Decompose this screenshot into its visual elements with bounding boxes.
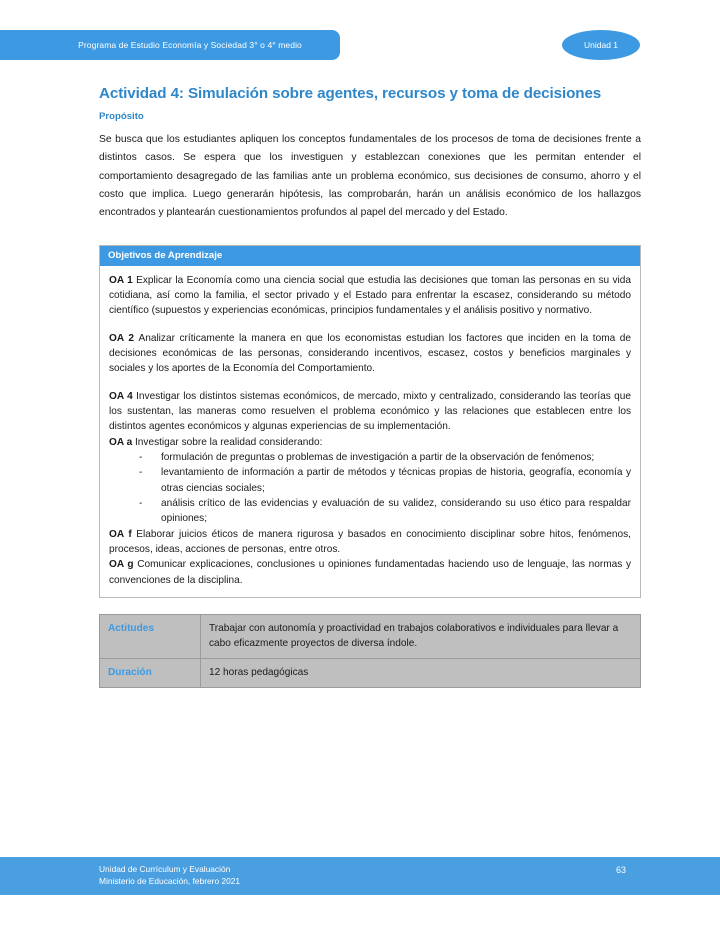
list-item-text: formulación de preguntas o problemas de investigación a partir de la observación de fenómenos; xyxy=(161,451,595,463)
proposito-heading: Propósito xyxy=(99,111,144,122)
program-band xyxy=(0,30,340,60)
oa-item xyxy=(109,273,631,319)
table-row xyxy=(100,659,641,688)
dash-bullet-icon: - xyxy=(139,497,143,509)
list-item-text: levantamiento de información a partir de métodos y técnicas propias de historia, geografía, economía y otras ciencias sociales; xyxy=(161,467,631,494)
page-footer xyxy=(0,857,720,895)
oa-code: OA 4 xyxy=(109,390,137,402)
learning-objectives-body xyxy=(100,266,640,597)
oa-a-bullet-list xyxy=(109,450,631,527)
oa-item-f xyxy=(109,527,631,558)
page-header xyxy=(0,30,720,60)
list-item-text: análisis crítico de las evidencias y evaluación de su validez, considerando su uso ético para respaldar opiniones; xyxy=(161,497,631,525)
oa-code: OA g xyxy=(109,559,138,571)
oa-text: Investigar los distintos sistemas económicos, de mercado, mixto y centralizado, considerando las teorías que los sustentan, las maneras como resuelven el problema económico y las relaciones que establecen entre los distintos agentes económicos y algunas experiencias de su implementación. xyxy=(109,390,631,433)
learning-objectives-box xyxy=(99,245,641,598)
metadata-table xyxy=(99,614,641,688)
oa-text: Analizar críticamente la manera en que los economistas estudian los factores que inciden en la toma de decisiones económicas de las personas, considerando incentivos, escasez, costos y beneficios marginales y sociales y los aportes de la Economía del Comportamiento. xyxy=(109,332,631,375)
oa-code: OA f xyxy=(109,528,137,540)
table-cell-value: Trabajar con autonomía y proactividad en trabajos colaborativos e individuales para llevar a cabo eficazmente proyectos de diversa índole. xyxy=(201,614,641,658)
table-cell-label: Duración xyxy=(100,659,201,688)
table-cell-label: Actitudes xyxy=(100,614,201,658)
list-item xyxy=(109,496,631,527)
page-content xyxy=(99,84,641,688)
unit-badge-label: Unidad 1 xyxy=(583,40,619,50)
footer-line-2: Ministerio de Educación, febrero 2021 xyxy=(99,875,241,886)
list-item xyxy=(109,465,631,496)
oa-item xyxy=(109,389,631,435)
program-band-label: Programa de Estudio Economía y Sociedad 3° o 4° medio xyxy=(78,40,302,50)
activity-title: Actividad 4: Simulación sobre agentes, recursos y toma de decisiones xyxy=(99,85,602,102)
page-number: 63 xyxy=(615,865,626,875)
oa-item-a xyxy=(109,435,631,450)
list-item xyxy=(109,450,631,465)
dash-bullet-icon: - xyxy=(139,451,143,463)
oa-code: OA 2 xyxy=(109,332,139,344)
table-row xyxy=(100,614,641,658)
unit-badge xyxy=(562,30,640,60)
table-cell-value: 12 horas pedagógicas xyxy=(201,659,641,688)
oa-text: Explicar la Economía como una ciencia social que estudia las decisiones que toman las personas en su vida cotidiana, así como la familia, el sector privado y el Estado para enfrentar la escasez, considerando su método científico (supuestos y experiencias económicas, principios fundamentales y el análisis positivo y normativo. xyxy=(109,274,631,317)
footer-organization xyxy=(99,864,240,888)
dash-bullet-icon: - xyxy=(139,467,143,479)
oa-text: Elaborar juicios éticos de manera rigurosa y basados en conocimiento disciplinar sobre hitos, fenómenos, procesos, ideas, acciones de personas, entre otros. xyxy=(109,528,631,555)
oa-code: OA 1 xyxy=(109,274,137,286)
footer-line-1: Unidad de Currículum y Evaluación xyxy=(99,864,231,874)
intro-paragraph: Se busca que los estudiantes apliquen los conceptos fundamentales de los procesos de toma de decisiones frente a distintos casos. Se espera que los investiguen y establezcan conexiones que les permitan entender el comportamiento desagregado de las familias ante un problema económico, sus decisiones de consumo, ahorro y el costo que implica. Luego generarán hipótesis, las comprobarán, harán un análisis económico de los hallazgos encontrados y plantearán cuestionamientos profundos al papel del mercado y del Estado. xyxy=(99,134,641,219)
oa-item xyxy=(109,331,631,377)
learning-objectives-header: Objetivos de Aprendizaje xyxy=(100,246,640,266)
oa-text: Comunicar explicaciones, conclusiones u opiniones fundamentadas haciendo uso de lenguaje, las normas y convenciones de la disciplina. xyxy=(109,559,631,586)
oa-text: Investigar sobre la realidad considerando: xyxy=(135,436,323,448)
oa-item-g xyxy=(109,557,631,588)
oa-code: OA a xyxy=(109,436,135,448)
